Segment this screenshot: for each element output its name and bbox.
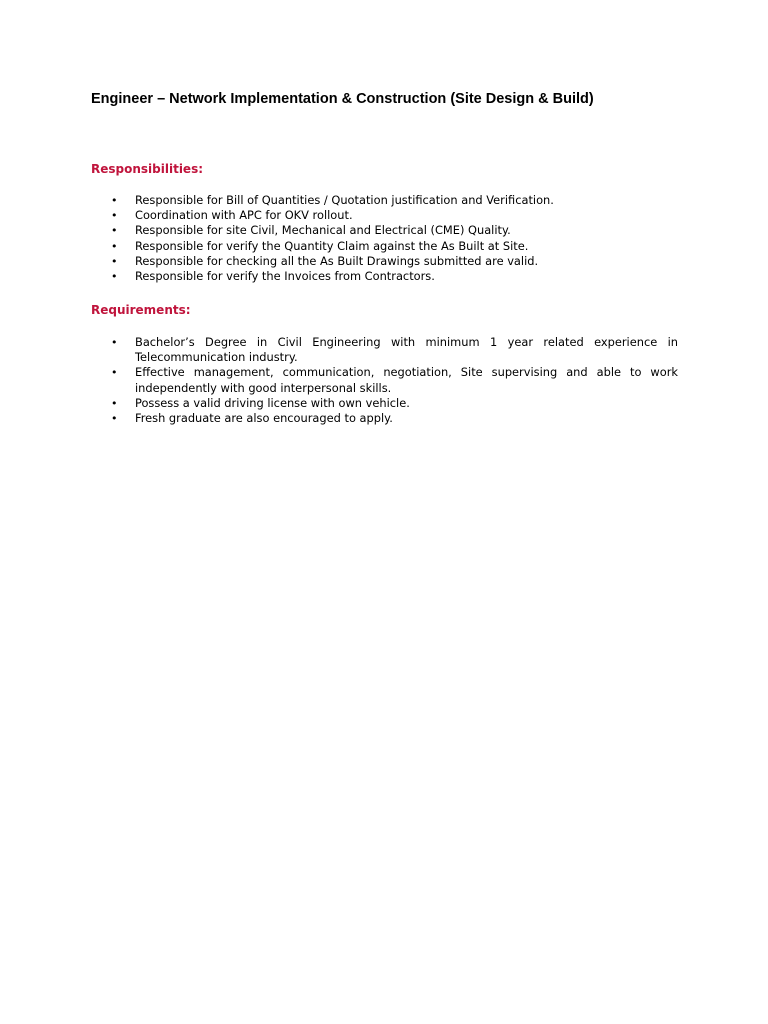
responsibilities-list: [0, 193, 554, 284]
bullet-icon: •: [111, 224, 118, 238]
responsibilities-heading: Responsibilities:: [91, 162, 204, 176]
list-item: [0, 239, 554, 254]
list-item: [0, 396, 678, 411]
list-item-text: Possess a valid driving license with own vehicle.: [135, 395, 410, 410]
bullet-icon: •: [111, 239, 118, 253]
list-item-text: Responsible for checking all the As Built Drawings submitted are valid.: [135, 253, 539, 268]
bullet-icon: •: [111, 209, 118, 223]
list-item: [0, 411, 678, 426]
list-item-text: Coordination with APC for OKV rollout.: [135, 208, 353, 223]
list-item-text: Bachelor’s Degree in Civil Engineering with minimum 1 year related experience in Telecommunication industry.: [135, 335, 678, 365]
list-item-text: Responsible for verify the Quantity Claim against the As Built at Site.: [135, 238, 529, 253]
bullet-icon: •: [111, 412, 118, 426]
bullet-icon: •: [111, 396, 118, 410]
list-item: [0, 365, 678, 395]
list-item-text: Responsible for site Civil, Mechanical and Electrical (CME) Quality.: [135, 223, 511, 238]
bullet-icon: •: [111, 254, 118, 268]
list-item-text: Responsible for Bill of Quantities / Quotation justification and Verification.: [135, 193, 554, 207]
bullet-icon: •: [111, 336, 118, 349]
list-item: [0, 193, 554, 208]
bullet-icon: •: [111, 194, 118, 207]
list-item-text: Responsible for verify the Invoices from Contractors.: [135, 269, 435, 284]
list-item: [0, 223, 554, 238]
list-item-text: Fresh graduate are also encouraged to apply.: [135, 411, 393, 426]
requirements-heading: Requirements:: [91, 303, 191, 317]
list-item: [0, 269, 554, 284]
list-item-text: Effective management, communication, negotiation, Site supervising and able to work independently with good interpersonal skills.: [135, 365, 678, 395]
document-title: Engineer – Network Implementation & Construction (Site Design & Build): [91, 91, 594, 107]
list-item: [0, 208, 554, 223]
requirements-list: [0, 335, 678, 426]
bullet-icon: •: [111, 270, 118, 284]
list-item: [0, 254, 554, 269]
list-item: [0, 335, 678, 365]
bullet-icon: •: [111, 366, 118, 380]
